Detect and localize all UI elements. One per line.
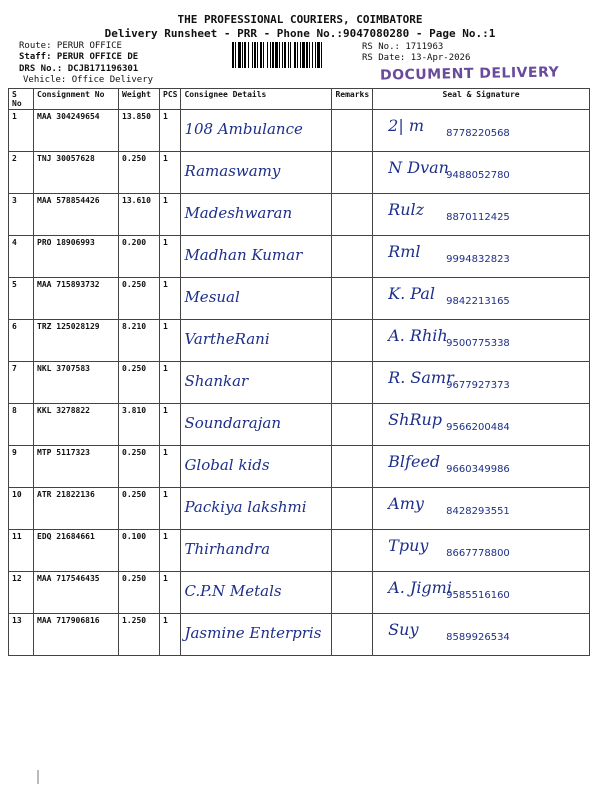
row-remarks	[332, 110, 373, 152]
row-pcs: 1	[160, 236, 181, 278]
barcode-bar	[302, 42, 305, 68]
row-remarks	[332, 152, 373, 194]
row-sno: 8	[9, 404, 34, 446]
row-pcs: 1	[160, 278, 181, 320]
barcode-bar	[312, 42, 313, 68]
row-weight: 13.610	[119, 194, 160, 236]
row-consignee-cell	[181, 278, 332, 320]
table-row	[9, 572, 590, 614]
row-signature-cell	[373, 362, 590, 404]
row-remarks	[332, 278, 373, 320]
barcode-bar	[252, 42, 253, 68]
barcode-bar	[263, 42, 264, 68]
row-phone: 9660349986	[446, 464, 510, 475]
row-sno: 1	[9, 110, 34, 152]
row-remarks	[332, 404, 373, 446]
row-sno: 9	[9, 446, 34, 488]
table-row	[9, 278, 590, 320]
row-signature: Tpuy	[388, 536, 429, 555]
barcode-bar	[267, 42, 268, 68]
row-weight: 0.250	[119, 446, 160, 488]
table-row	[9, 152, 590, 194]
row-consignee-handwritten: Packiya lakshmi	[184, 498, 307, 516]
scan-mark	[37, 770, 39, 784]
table-row	[9, 404, 590, 446]
row-weight: 0.250	[119, 488, 160, 530]
row-phone: 8589926534	[446, 632, 510, 643]
row-weight: 0.250	[119, 572, 160, 614]
table-row	[9, 362, 590, 404]
row-consignment-no: MAA 717546435	[34, 572, 119, 614]
row-weight: 0.200	[119, 236, 160, 278]
drs-number: DRS No.: DCJB171196301	[19, 64, 139, 74]
row-phone: 9488052780	[446, 170, 510, 181]
row-consignee-cell	[181, 110, 332, 152]
table-row	[9, 614, 590, 656]
barcode-bar	[315, 42, 316, 68]
row-phone: 9566200484	[446, 422, 510, 433]
row-consignee-handwritten: Soundarajan	[184, 414, 281, 432]
row-consignee-handwritten: Ramaswamy	[184, 162, 281, 180]
barcode-bar	[254, 42, 256, 68]
row-sno: 12	[9, 572, 34, 614]
row-phone: 9500775338	[446, 338, 510, 349]
row-weight: 3.810	[119, 404, 160, 446]
row-pcs: 1	[160, 446, 181, 488]
row-signature: Blfeed	[388, 452, 441, 471]
row-pcs: 1	[160, 404, 181, 446]
row-consignee-cell	[181, 530, 332, 572]
row-consignee-cell	[181, 446, 332, 488]
row-signature: N Dvan	[388, 158, 449, 177]
row-remarks	[332, 194, 373, 236]
row-signature-cell	[373, 320, 590, 362]
col-pcs: PCS	[160, 89, 181, 110]
row-remarks	[332, 572, 373, 614]
document-delivery-stamp: DOCUMENT DELIVERY	[379, 64, 560, 84]
row-consignee-handwritten: 108 Ambulance	[184, 120, 303, 138]
row-consignment-no: MTP 5117323	[34, 446, 119, 488]
row-weight: 1.250	[119, 614, 160, 656]
row-weight: 0.250	[119, 152, 160, 194]
row-consignee-handwritten: Mesual	[184, 288, 240, 306]
barcode-bar	[257, 42, 258, 68]
row-remarks	[332, 614, 373, 656]
barcode-bar	[294, 42, 296, 68]
barcode-bar	[242, 42, 243, 68]
row-consignee-cell	[181, 488, 332, 530]
row-remarks	[332, 320, 373, 362]
row-weight: 0.250	[119, 278, 160, 320]
row-pcs: 1	[160, 320, 181, 362]
row-pcs: 1	[160, 152, 181, 194]
row-signature: A. Jigmi	[388, 578, 452, 597]
col-consignment: Consignment No	[34, 89, 119, 110]
row-phone: 8778220568	[446, 128, 510, 139]
row-pcs: 1	[160, 614, 181, 656]
row-sno: 2	[9, 152, 34, 194]
row-consignment-no: MAA 304249654	[34, 110, 119, 152]
row-signature: 2| m	[388, 116, 424, 135]
row-signature: R. Samr	[388, 368, 454, 387]
barcode-bar	[232, 42, 234, 68]
barcode-bar	[282, 42, 283, 68]
table-header-row	[9, 89, 590, 110]
barcode-bar	[260, 42, 262, 68]
runsheet-table	[8, 88, 590, 656]
row-consignee-cell	[181, 152, 332, 194]
route-label: Route: PERUR OFFICE	[19, 41, 122, 51]
row-sno: 6	[9, 320, 34, 362]
row-remarks	[332, 446, 373, 488]
table-row	[9, 236, 590, 278]
row-remarks	[332, 488, 373, 530]
row-phone: 9585516160	[446, 590, 510, 601]
row-weight: 8.210	[119, 320, 160, 362]
barcode-bar	[248, 42, 249, 68]
row-pcs: 1	[160, 110, 181, 152]
barcode-bar	[288, 42, 289, 68]
row-signature: K. Pal	[388, 284, 435, 303]
row-sno: 4	[9, 236, 34, 278]
col-remarks: Remarks	[332, 89, 373, 110]
row-consignee-handwritten: Madeshwaran	[184, 204, 293, 222]
rs-number: RS No.: 1711963	[362, 42, 444, 52]
row-weight: 0.250	[119, 362, 160, 404]
row-consignee-cell	[181, 614, 332, 656]
barcode-bar	[321, 42, 322, 68]
barcode-bar	[297, 42, 298, 68]
col-signature: Seal & Signature	[373, 89, 590, 110]
row-signature-cell	[373, 572, 590, 614]
barcode-bar	[244, 42, 246, 68]
row-weight: 0.100	[119, 530, 160, 572]
row-phone: 8870112425	[446, 212, 510, 223]
row-consignee-handwritten: Jasmine Enterpris	[184, 624, 322, 642]
row-pcs: 1	[160, 488, 181, 530]
row-consignee-handwritten: C.P.N Metals	[184, 582, 282, 600]
row-signature-cell	[373, 488, 590, 530]
table-row	[9, 488, 590, 530]
row-signature-cell	[373, 152, 590, 194]
vehicle-label: Vehicle: Office Delivery	[23, 75, 154, 85]
row-sno: 5	[9, 278, 34, 320]
row-phone: 9842213165	[446, 296, 510, 307]
barcode-bar	[284, 42, 286, 68]
row-phone: 9677927373	[446, 380, 510, 391]
row-pcs: 1	[160, 572, 181, 614]
table-row	[9, 110, 590, 152]
runsheet-subtitle: Delivery Runsheet - PRR - Phone No.:9047080280 - Page No.:1	[104, 27, 496, 40]
row-pcs: 1	[160, 530, 181, 572]
row-consignee-cell	[181, 236, 332, 278]
row-remarks	[332, 236, 373, 278]
table-row	[9, 194, 590, 236]
barcode-bar	[272, 42, 274, 68]
company-title: THE PROFESSIONAL COURIERS, COIMBATORE	[177, 13, 423, 26]
table-row	[9, 446, 590, 488]
barcode-bar	[306, 42, 308, 68]
barcode-bar	[235, 42, 236, 68]
row-consignee-cell	[181, 362, 332, 404]
barcode-bar	[270, 42, 271, 68]
row-signature-cell	[373, 404, 590, 446]
row-consignee-handwritten: Global kids	[184, 456, 270, 474]
row-sno: 10	[9, 488, 34, 530]
row-signature-cell	[373, 110, 590, 152]
row-signature-cell	[373, 194, 590, 236]
rs-date: RS Date: 13-Apr-2026	[362, 53, 471, 63]
row-consignee-cell	[181, 320, 332, 362]
row-consignment-no: MAA 715893732	[34, 278, 119, 320]
barcode	[232, 42, 360, 68]
row-remarks	[332, 530, 373, 572]
row-phone: 9994832823	[446, 254, 510, 265]
row-weight: 13.850	[119, 110, 160, 152]
row-consignee-cell	[181, 572, 332, 614]
row-signature-cell	[373, 236, 590, 278]
row-consignment-no: TNJ 30057628	[34, 152, 119, 194]
row-sno: 7	[9, 362, 34, 404]
row-consignment-no: ATR 21822136	[34, 488, 119, 530]
row-consignment-no: NKL 3707583	[34, 362, 119, 404]
row-sno: 3	[9, 194, 34, 236]
barcode-bar	[317, 42, 320, 68]
row-consignee-cell	[181, 194, 332, 236]
row-signature: Rml	[388, 242, 421, 261]
row-signature: A. Rhih	[388, 326, 448, 345]
staff-label: Staff: PERUR OFFICE DE	[19, 52, 139, 62]
row-signature: Suy	[388, 620, 419, 639]
row-phone: 8428293551	[446, 506, 510, 517]
row-consignee-handwritten: VartheRani	[184, 330, 270, 348]
barcode-bar	[279, 42, 280, 68]
barcode-bar	[238, 42, 241, 68]
row-consignment-no: PRO 18906993	[34, 236, 119, 278]
table-row	[9, 320, 590, 362]
row-signature-cell	[373, 530, 590, 572]
row-consignment-no: EDQ 21684661	[34, 530, 119, 572]
row-signature: Rulz	[388, 200, 425, 219]
row-signature-cell	[373, 446, 590, 488]
table-row	[9, 530, 590, 572]
row-consignment-no: MAA 717906816	[34, 614, 119, 656]
col-weight: Weight	[119, 89, 160, 110]
barcode-bar	[275, 42, 278, 68]
row-remarks	[332, 362, 373, 404]
col-sno: S No	[9, 89, 34, 110]
row-consignee-handwritten: Madhan Kumar	[184, 246, 303, 264]
barcode-bar	[309, 42, 310, 68]
row-signature: ShRup	[388, 410, 443, 429]
row-pcs: 1	[160, 194, 181, 236]
barcode-bar	[290, 42, 291, 68]
row-signature: Amy	[388, 494, 424, 513]
barcode-bar	[300, 42, 301, 68]
row-consignment-no: TRZ 125028129	[34, 320, 119, 362]
row-pcs: 1	[160, 362, 181, 404]
row-sno: 11	[9, 530, 34, 572]
row-signature-cell	[373, 614, 590, 656]
row-sno: 13	[9, 614, 34, 656]
row-consignee-handwritten: Thirhandra	[184, 540, 271, 558]
row-consignee-cell	[181, 404, 332, 446]
row-phone: 8667778800	[446, 548, 510, 559]
row-consignment-no: KKL 3278822	[34, 404, 119, 446]
row-signature-cell	[373, 278, 590, 320]
col-consignee: Consignee Details	[181, 89, 332, 110]
row-consignment-no: MAA 578854426	[34, 194, 119, 236]
row-consignee-handwritten: Shankar	[184, 372, 249, 390]
